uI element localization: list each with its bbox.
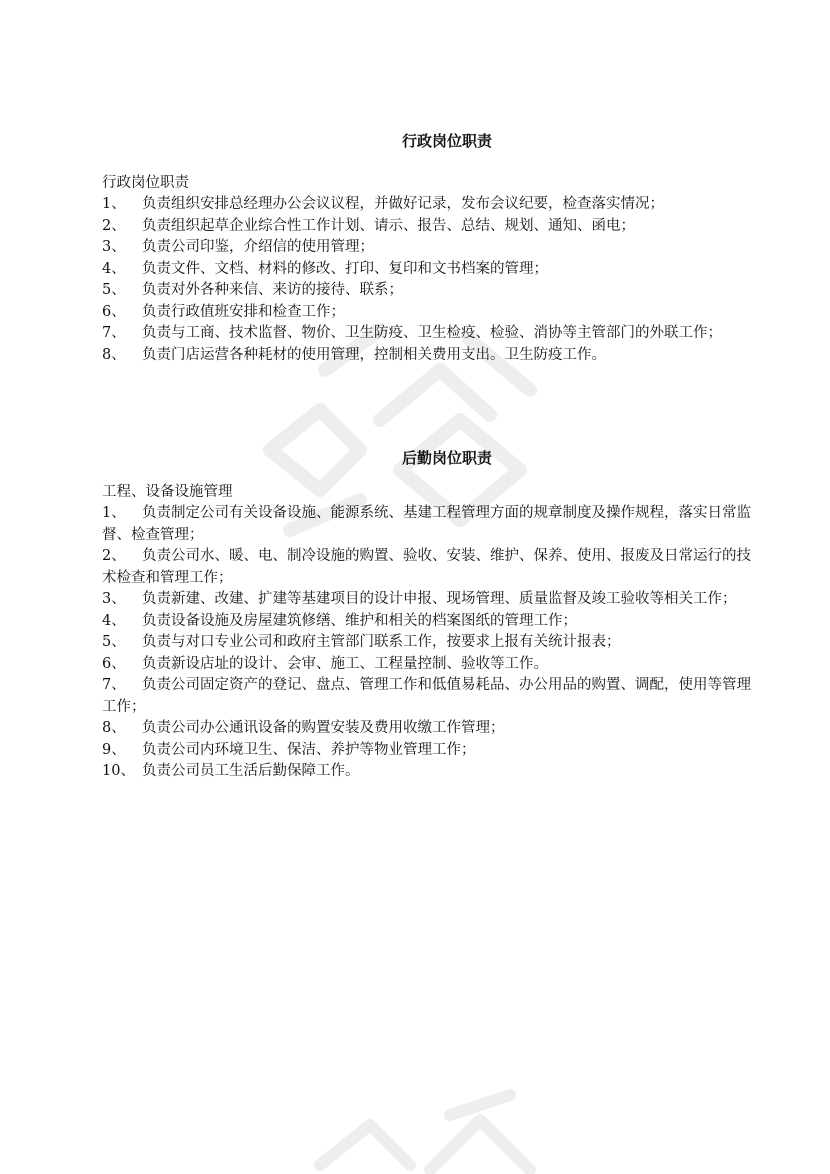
duty-list: [102, 194, 752, 366]
item-text: 负责组织安排总经理办公会议议程，并做好记录，发布会议纪要，检查落实情况；: [142, 196, 664, 212]
item-number: 8、: [102, 720, 126, 736]
item-number: 1、: [102, 505, 126, 521]
item-number: 6、: [102, 303, 126, 320]
item-number: 5、: [102, 634, 126, 650]
list-item: [102, 761, 752, 783]
list-item: [102, 194, 752, 216]
item-text: 负责公司办公通讯设备的购置安装及费用收缴工作管理；: [142, 720, 505, 736]
item-number: 5、: [102, 282, 126, 298]
item-text: 负责新设店址的设计、会审、施工、工程量控制、验收等工作。: [142, 655, 548, 672]
item-text: 负责设备设施及房屋建筑修缮、维护和相关的档案图纸的管理工作；: [142, 612, 577, 629]
list-item: [102, 718, 752, 740]
item-number: 1、: [102, 196, 126, 212]
section-subtitle: 行政岗位职责: [102, 175, 189, 191]
watermark-graphic-bottom: [300, 1085, 560, 1174]
item-text: 负责文件、文档、材料的修改、打印、复印和文书档案的管理；: [142, 260, 548, 277]
list-item: [102, 611, 752, 633]
item-number: 2、: [102, 548, 126, 564]
item-text: 负责与对口专业公司和政府主管部门联系工作，按要求上报有关统计报表；: [142, 634, 621, 650]
item-number: 4、: [102, 260, 126, 277]
item-number: 10、: [102, 763, 135, 779]
item-number: 3、: [102, 239, 126, 255]
item-text: 负责公司内环境卫生、保洁、养护等物业管理工作；: [142, 741, 476, 758]
section-title: 行政岗位职责: [401, 132, 492, 150]
duty-list: [102, 503, 752, 783]
item-number: 3、: [102, 591, 126, 607]
list-item: [102, 237, 752, 259]
item-text: 负责公司水、暖、电、制冷设施的购置、验收、安装、维护、保养、使用、报废及日常运行的技术检查和管理工作；: [102, 548, 751, 586]
item-text: 负责行政值班安排和检查工作；: [142, 303, 345, 320]
item-number: 2、: [102, 217, 126, 234]
list-item: [102, 216, 752, 238]
list-item: [102, 503, 752, 546]
item-text: 负责公司员工生活后勤保障工作。: [142, 763, 360, 779]
item-number: 4、: [102, 612, 126, 629]
list-item: [102, 280, 752, 302]
list-item: [102, 323, 752, 345]
item-text: 负责组织起草企业综合性工作计划、请示、报告、总结、规划、通知、函电；: [142, 217, 635, 234]
item-text: 负责对外各种来信、来访的接待、联系；: [142, 282, 403, 298]
item-number: 6、: [102, 655, 126, 672]
list-item: [102, 345, 752, 367]
list-item: [102, 302, 752, 324]
list-item: [102, 589, 752, 611]
list-item: [102, 654, 752, 676]
item-number: 7、: [102, 325, 126, 341]
list-item: [102, 632, 752, 654]
section-subtitle: 工程、设备设施管理: [102, 484, 233, 500]
list-item: [102, 259, 752, 281]
list-item: [102, 675, 752, 718]
item-text: 负责新建、改建、扩建等基建项目的设计申报、现场管理、质量监督及竣工验收等相关工作；: [142, 591, 737, 607]
section-logistics: [102, 447, 752, 783]
list-item: [102, 546, 752, 589]
list-item: [102, 740, 752, 762]
item-text: 负责制定公司有关设备设施、能源系统、基建工程管理方面的规章制度及操作规程，落实日常监督、检查管理；: [102, 505, 751, 543]
item-text: 负责门店运营各种耗材的使用管理，控制相关费用支出。卫生防疫工作。: [142, 346, 606, 363]
section-title: 后勤岗位职责: [401, 449, 492, 467]
section-admin: [102, 130, 752, 366]
item-text: 负责公司印鉴，介绍信的使用管理；: [142, 239, 374, 255]
item-number: 7、: [102, 677, 126, 693]
item-text: 负责与工商、技术监督、物价、卫生防疫、卫生检疫、检验、消协等主管部门的外联工作；: [142, 325, 722, 341]
item-number: 9、: [102, 741, 126, 758]
item-number: 8、: [102, 346, 126, 363]
item-text: 负责公司固定资产的登记、盘点、管理工作和低值易耗品、办公用品的购置、调配，使用等管理工作；: [102, 677, 751, 715]
